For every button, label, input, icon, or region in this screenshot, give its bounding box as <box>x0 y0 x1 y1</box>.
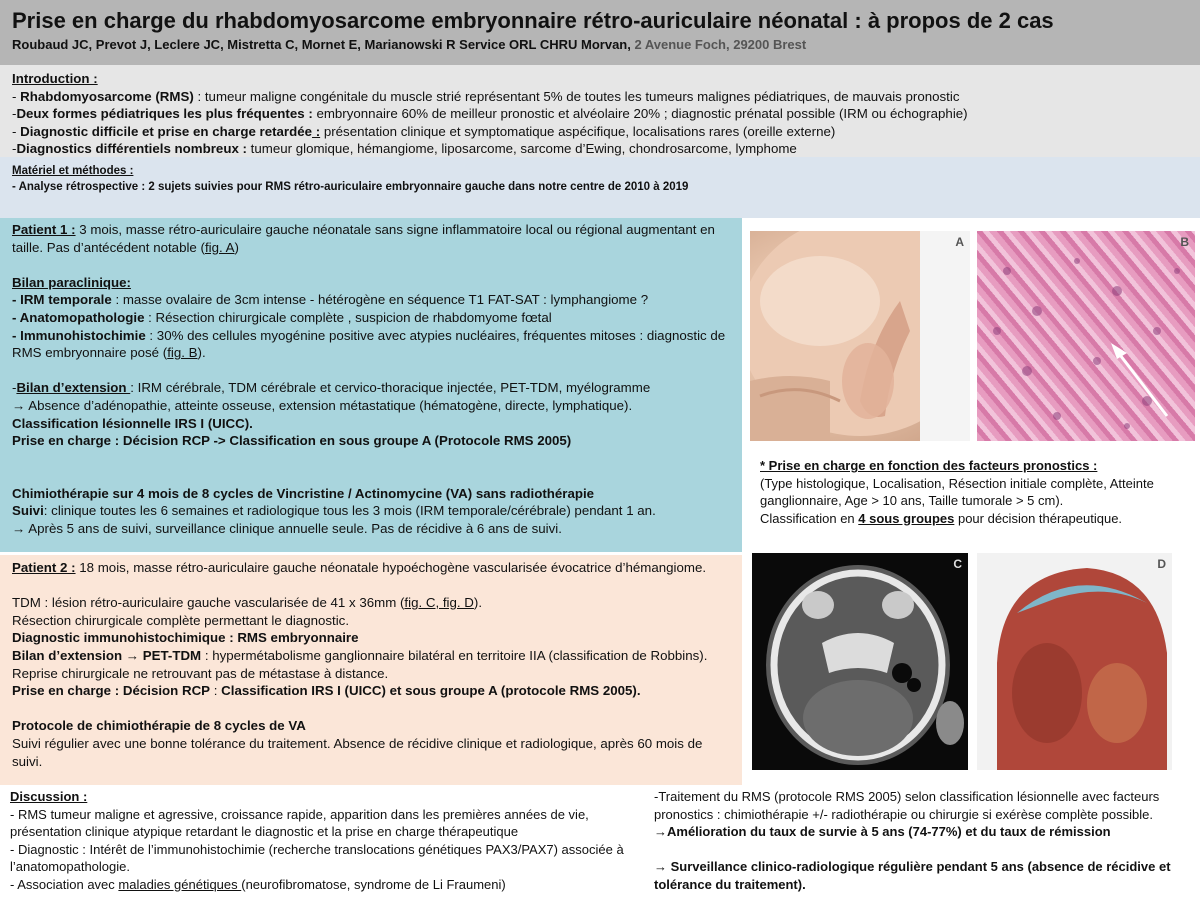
anapath-line: - Anatomopathologie : Résection chirurgicale complète , suspicion de rhabdomyome fœtal <box>12 309 552 325</box>
tdm-line: TDM : lésion rétro-auriculaire gauche vascularisée de 41 x 36mm (fig. C, fig. D). <box>12 595 483 611</box>
prise-en-charge-line: Prise en charge : Décision RCP -> Classification en sous groupe A (Protocole RMS 2005) <box>12 433 572 449</box>
figure-d-illustration <box>977 553 1172 770</box>
suivi-line-2: Suivi régulier avec une bonne tolérance du traitement. Absence de récidive clinique et radiologique, après 60 mois de suivi. <box>12 735 703 769</box>
extension-line-2: Bilan d’extension → PET-TDM : hypermétabolisme ganglionnaire bilatéral en territoire IIA (classification de Robbins). <box>12 647 708 663</box>
intro-line-2: -Deux formes pédiatriques les plus fréquentes : embryonnaire 60% de meilleur pronostic et alvéolaire 20% ; diagnostic prénatal possible (IRM ou échographie) <box>12 106 968 122</box>
pronostic-text: (Type histologique, Localisation, Résection initiale complète, Atteinte ganglionnaire, Age > 10 ans, Taille tumorale > 5 cm). <box>760 475 1154 508</box>
prise-en-charge-line-2: Prise en charge : Décision RCP : Classification IRS I (UICC) et sous groupe A (protocole RMS 2005). <box>12 683 641 699</box>
fig-cd-link: fig. C, fig. D <box>404 595 474 611</box>
discussion-heading: Discussion : <box>10 789 88 804</box>
intro-line-3: - Diagnostic difficile et prise en charge retardée : présentation clinique et symptomatique aspécifique, localisations rares (oreille externe) <box>12 123 836 139</box>
surveillance-line: → Surveillance clinico-radiologique régulière pendant 5 ans (absence de récidive et tolérance du traitement). <box>654 859 1171 892</box>
fig-a-link: fig. A <box>204 239 235 255</box>
patient-1-section <box>0 218 742 552</box>
methods-section <box>0 157 1200 218</box>
figure-d-3d-reconstruction <box>977 553 1172 770</box>
protocole-line: Protocole de chimiothérapie de 8 cycles de VA <box>12 718 306 734</box>
methods-text: - Analyse rétrospective : 2 sujets suivies pour RMS rétro-auriculaire embryonnaire gauche dans notre centre de 2010 à 2019 <box>12 181 689 193</box>
figure-b-label: B <box>1180 235 1189 249</box>
reprise-line: Reprise chirurgicale ne retrouvant pas de métastase à distance. <box>12 665 389 681</box>
discussion-left <box>10 788 640 893</box>
methods-heading: Matériel et méthodes : <box>12 165 134 177</box>
figure-a-illustration <box>750 231 970 441</box>
extension-line: -Bilan d’extension : IRM cérébrale, TDM cérébrale et cervico-thoracique injectée, PET-TDM, myélogramme <box>12 380 651 396</box>
authors-names: Roubaud JC, Prevot J, Leclere JC, Mistretta C, Mornet E, Marianowski R Service ORL CHRU Morvan, <box>12 37 635 52</box>
patient-2-intro: Patient 2 : 18 mois, masse rétro-auriculaire gauche néonatale hypoéchogène vascularisée évocatrice d’hémangiome. <box>12 560 707 575</box>
figure-b-illustration <box>977 231 1195 441</box>
intro-line-1: - Rhabdomyosarcome (RMS) : tumeur maligne congénitale du muscle strié représentant 5% de toutes les tumeurs malignes pédiatriques, de mauvais pronostic <box>12 88 960 104</box>
survie-line: →Amélioration du taux de survie à 5 ans (74-77%) et du taux de rémission <box>654 824 1111 839</box>
pronostic-classification: Classification en 4 sous groupes pour décision thérapeutique. <box>760 510 1123 526</box>
resection-line: Résection chirurgicale complète permettant le diagnostic. <box>12 612 350 628</box>
chimiotherapie-line: Chimiothérapie sur 4 mois de 8 cycles de Vincristine / Actinomycine (VA) sans radiothérapie <box>12 485 595 501</box>
intro-line-4: -Diagnostics différentiels nombreux : tumeur glomique, hémangiome, liposarcome, sarcome d’Ewing, chondrosarcome, lymphome <box>12 141 797 157</box>
authors-address: 2 Avenue Foch, 29200 Brest <box>634 37 807 52</box>
absence-line: → Absence d’adénopathie, atteinte osseuse, extension métastatique (hématogène, directe, lymphatique). <box>12 397 633 413</box>
classification-line: Classification lésionnelle IRS I (UICC). <box>12 415 253 431</box>
figure-b-histology <box>977 231 1195 441</box>
discussion-line-2: - Diagnostic : Intérêt de l’immunohistochimie (recherche translocations génétiques PAX3/PAX7) associée à l’anatomopathologie. <box>10 841 624 874</box>
bilan-paraclinique-heading: Bilan paraclinique: <box>12 274 131 290</box>
suivi-line: Suivi: clinique toutes les 6 semaines et radiologique tous les 3 mois (IRM temporale/cérébrale) pendant 1 an. <box>12 503 656 519</box>
discussion-right <box>654 788 1194 893</box>
fig-b-link: fig. B <box>167 345 198 361</box>
pronostic-factors-box <box>760 457 1190 527</box>
figure-c-illustration <box>752 553 968 770</box>
pronostic-heading: * Prise en charge en fonction des facteurs pronostics : <box>760 458 1098 473</box>
apres-line: → Après 5 ans de suivi, surveillance clinique annuelle seule. Pas de récidive à 6 ans de suivi. <box>12 520 562 536</box>
figure-a-label: A <box>955 235 964 249</box>
figure-c-ct-scan <box>752 553 968 770</box>
figure-c-label: C <box>953 557 962 571</box>
figure-d-label: D <box>1157 557 1166 571</box>
ihc-line: - Immunohistochimie : 30% des cellules myogénine positive avec atypies nucléaires, fréquentes mitoses : diagnostic de RMS embryonnaire posé (fig. B). <box>12 327 726 361</box>
patient-1-intro: Patient 1 : 3 mois, masse rétro-auriculaire gauche néonatale sans signe inflammatoire local ou régional augmentant en taille. Pas d’antécédent notable (fig. A) <box>12 222 715 255</box>
diagnostic-line: Diagnostic immunohistochimique : RMS embryonnaire <box>12 630 359 646</box>
authors-line <box>12 36 1188 54</box>
irm-line: - IRM temporale : masse ovalaire de 3cm intense - hétérogène en séquence T1 FAT-SAT : lymphangiome ? <box>12 292 649 308</box>
poster-title: Prise en charge du rhabdomyosarcome embryonnaire rétro-auriculaire néonatal : à propos de 2 cas <box>12 8 1054 33</box>
introduction-section <box>0 65 1200 157</box>
figure-a-photo <box>750 231 970 441</box>
traitement-line: -Traitement du RMS (protocole RMS 2005) selon classification lésionnelle avec facteurs pronostics : chimiothérapie +/- radiothérapie ou chirurgie si exérèse complète possible. <box>654 789 1160 822</box>
patient-2-section <box>0 555 742 785</box>
poster-header <box>0 0 1200 65</box>
introduction-heading: Introduction : <box>12 71 98 86</box>
discussion-line-1: - RMS tumeur maligne et agressive, croissance rapide, apparition dans les premières années de vie, présentation clinique atypique retardant le diagnostic et la prise en charge thérapeutique <box>10 806 589 839</box>
discussion-line-3: - Association avec maladies génétiques (neurofibromatose, syndrome de Li Fraumeni) <box>10 876 506 892</box>
